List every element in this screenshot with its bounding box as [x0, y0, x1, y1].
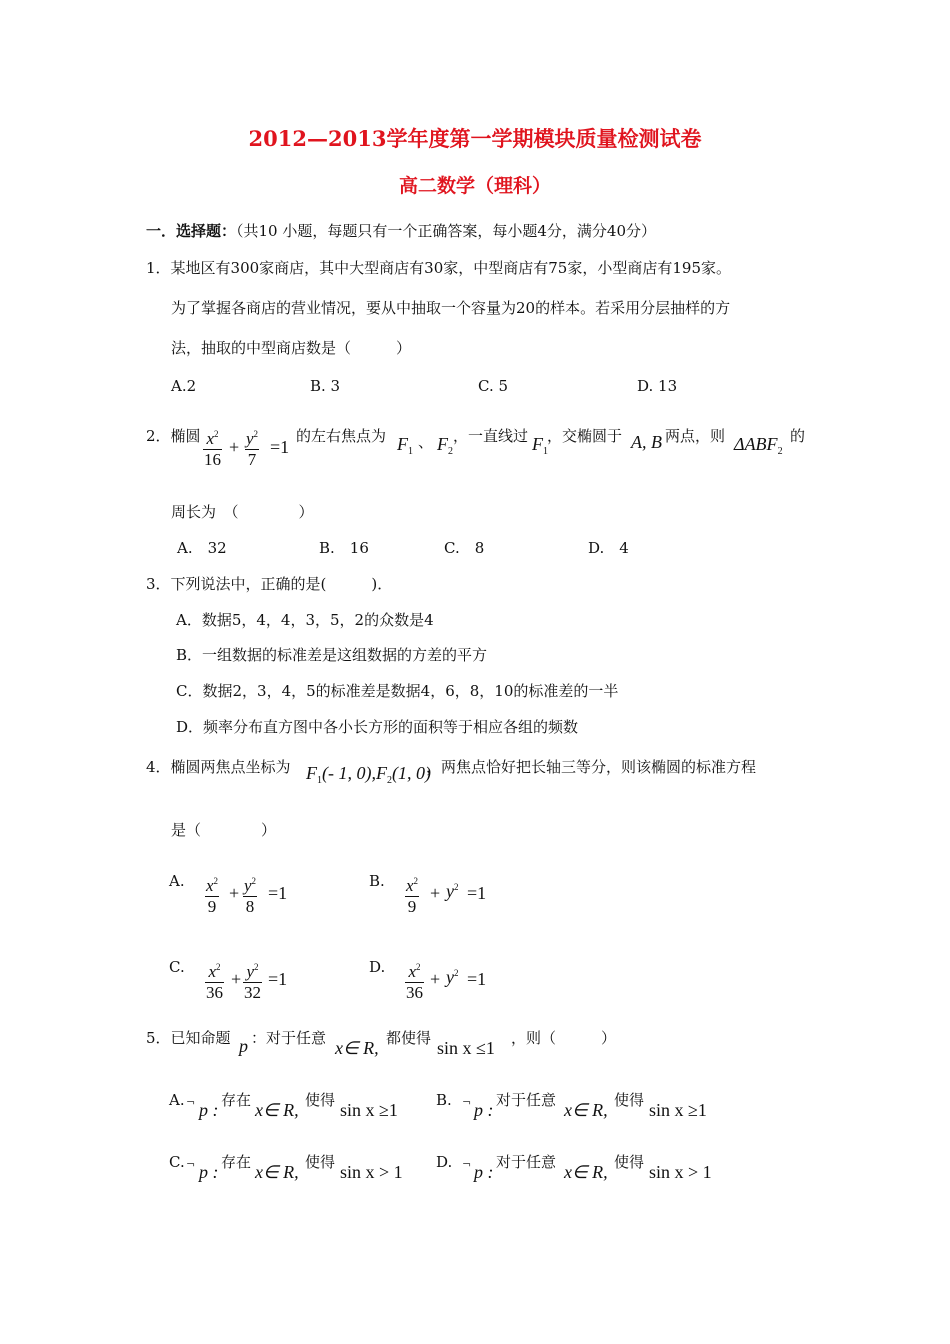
q5-text-then: ，则（ ）	[511, 1029, 617, 1047]
q4-a-plus: +	[229, 883, 240, 903]
page-subtitle: 高二数学（理科）	[398, 175, 551, 197]
q2-line-2: 周长为 （ ）	[171, 503, 314, 521]
q5-d-sin: sin x > 1	[649, 1162, 712, 1182]
q2-text-then: 两点，则	[665, 427, 726, 445]
q1-line-1: 1．某地区有300家商店，其中大型商店有30家，中型商店有75家，小型商店有195家。	[146, 259, 731, 277]
q3-option-b: B．一组数据的标准差是这组数据的方差的平方	[176, 646, 488, 664]
q5-option-d-label: D.	[436, 1153, 453, 1171]
q4-b-y2: $y^2$	[446, 881, 459, 901]
q3-option-a: A．数据5，4，4，3，5，2的众数是4	[176, 611, 434, 629]
q1-option-a: A.2	[171, 377, 197, 395]
q2-prefix: 2．椭圆	[146, 427, 201, 445]
q3-stem: 3．下列说法中，正确的是( )．	[146, 575, 393, 593]
q5-x-in-r: x∈ R,	[335, 1038, 379, 1058]
q2-f1: $F_1$	[397, 434, 413, 457]
q5-option-b-label: B.	[436, 1091, 452, 1109]
q2-fraction-x: $\frac{x^2}{16}$	[204, 429, 221, 469]
q4-b-frac-x: $\frac{x^2}{9}$	[406, 876, 419, 916]
section-label: 一．选择题：	[146, 222, 237, 240]
q2-triangle: $\Delta ABF_2$	[734, 434, 783, 457]
q5-c-sin: sin x > 1	[340, 1162, 403, 1182]
q5-c-not-p: p :	[199, 1162, 219, 1182]
q5-d-forall: 对于任意	[496, 1153, 557, 1171]
q5-text-forall: ：对于任意	[251, 1029, 327, 1047]
q1-line-2: 为了掌握各商店的营业情况，要从中抽取一个容量为20的样本。若采用分层抽样的方	[171, 299, 731, 317]
q4-b-plus: +	[430, 883, 441, 903]
q5-a-make: 使得	[305, 1091, 336, 1109]
q4-c-plus: +	[231, 969, 242, 989]
q2-option-c: C. 8	[444, 539, 485, 557]
q5-option-c-label: C.	[169, 1153, 185, 1171]
q4-a-eq: =1	[268, 883, 288, 903]
q1-option-c: C. 5	[478, 377, 509, 395]
section-header	[146, 221, 656, 241]
q5-c-make: 使得	[305, 1153, 336, 1171]
q1-option-d: D. 13	[637, 377, 678, 395]
q5-b-sin: sin x ≥1	[649, 1100, 707, 1120]
q2-fraction-y: $\frac{y^2}{7}$	[246, 429, 259, 469]
q1-option-b: B. 3	[310, 377, 341, 395]
q5-b-forall: 对于任意	[496, 1091, 557, 1109]
q5-sin-le: sin x ≤1	[437, 1038, 495, 1058]
q5-c-x-in-r: x∈ R,	[255, 1162, 299, 1182]
q4-b-eq: =1	[467, 883, 487, 903]
q5-a-x-in-r: x∈ R,	[255, 1100, 299, 1120]
q5-d-make: 使得	[614, 1153, 645, 1171]
section-desc: （共10 小题，每题只有一个正确答案，每小题4分，满分40分）	[236, 222, 657, 240]
q4-option-b-label: B.	[369, 872, 385, 890]
q5-a-exist: 存在	[221, 1091, 252, 1109]
q5-c-exist: 存在	[221, 1153, 252, 1171]
q5-d-x-in-r: x∈ R,	[564, 1162, 608, 1182]
q5-prefix: 5．已知命题	[146, 1029, 231, 1047]
q5-b-x-in-r: x∈ R,	[564, 1100, 608, 1120]
q2-text-foci: 的左右焦点为	[296, 427, 387, 445]
q4-a-frac-x: $\frac{x^2}{9}$	[206, 876, 219, 916]
q2-option-a: A. 32	[177, 539, 227, 557]
q5-c-not: ¬	[186, 1158, 196, 1171]
q3-option-c: C．数据2，3，4，5的标准差是数据4，6，8，10的标准差的一半	[176, 682, 619, 700]
q2-plus: +	[229, 437, 240, 457]
q4-d-eq: =1	[467, 969, 487, 989]
q2-comma-sep: 、	[418, 433, 434, 451]
q4-c-frac-x: $\frac{x^2}{36}$	[206, 962, 223, 1002]
q2-f2: $F_2$	[437, 434, 453, 457]
page-title: 2012—2013学年度第一学期模块质量检测试卷	[248, 126, 702, 151]
q4-text: ，两焦点恰好把长轴三等分，则该椭圆的标准方程	[426, 758, 757, 776]
q2-option-b: B. 16	[319, 539, 369, 557]
q5-option-a-label: A.	[169, 1091, 185, 1109]
q4-c-frac-y: $\frac{y^2}{32}$	[244, 962, 261, 1002]
q2-text-intersect: ，交椭圆于	[547, 427, 623, 445]
q2-points-ab: A, B	[631, 432, 662, 452]
q2-text-line: ，一直线过	[453, 427, 529, 445]
q3-option-d: D．频率分布直方图中各小长方形的面积等于相应各组的频数	[176, 718, 579, 736]
q1-line-3: 法，抽取的中型商店数是（ ）	[171, 339, 412, 357]
q4-a-frac-y: $\frac{y^2}{8}$	[244, 876, 257, 916]
q5-d-not-p: p :	[474, 1162, 494, 1182]
q2-option-d: D. 4	[588, 539, 629, 557]
q4-foci: $F_1(-$ 1, $0),F_2(1$, 0)	[306, 763, 431, 786]
q4-line-2: 是（ ）	[171, 821, 277, 839]
q4-option-c-label: C.	[169, 958, 185, 976]
q5-a-sin: sin x ≥1	[340, 1100, 398, 1120]
q5-d-not: ¬	[462, 1158, 472, 1171]
q2-text-of: 的	[790, 427, 806, 445]
q5-b-not-p: p :	[474, 1100, 494, 1120]
q5-b-not: ¬	[462, 1096, 472, 1109]
q4-c-eq: =1	[268, 969, 288, 989]
q4-d-frac-x: $\frac{x^2}{36}$	[406, 962, 423, 1002]
q5-text-make: 都使得	[386, 1029, 432, 1047]
q5-b-make: 使得	[614, 1091, 645, 1109]
q2-equals: =1	[270, 437, 290, 457]
q4-option-d-label: D.	[369, 958, 386, 976]
q5-a-not: ¬	[186, 1096, 196, 1109]
q4-prefix: 4．椭圆两焦点坐标为	[146, 758, 291, 776]
q4-option-a-label: A.	[169, 872, 185, 890]
q4-d-plus: +	[430, 969, 441, 989]
q4-d-y2: $y^2$	[446, 967, 459, 987]
q5-a-not-p: p :	[199, 1100, 219, 1120]
q5-p: p	[239, 1036, 248, 1056]
q2-f1-b: $F_1$	[532, 434, 548, 457]
